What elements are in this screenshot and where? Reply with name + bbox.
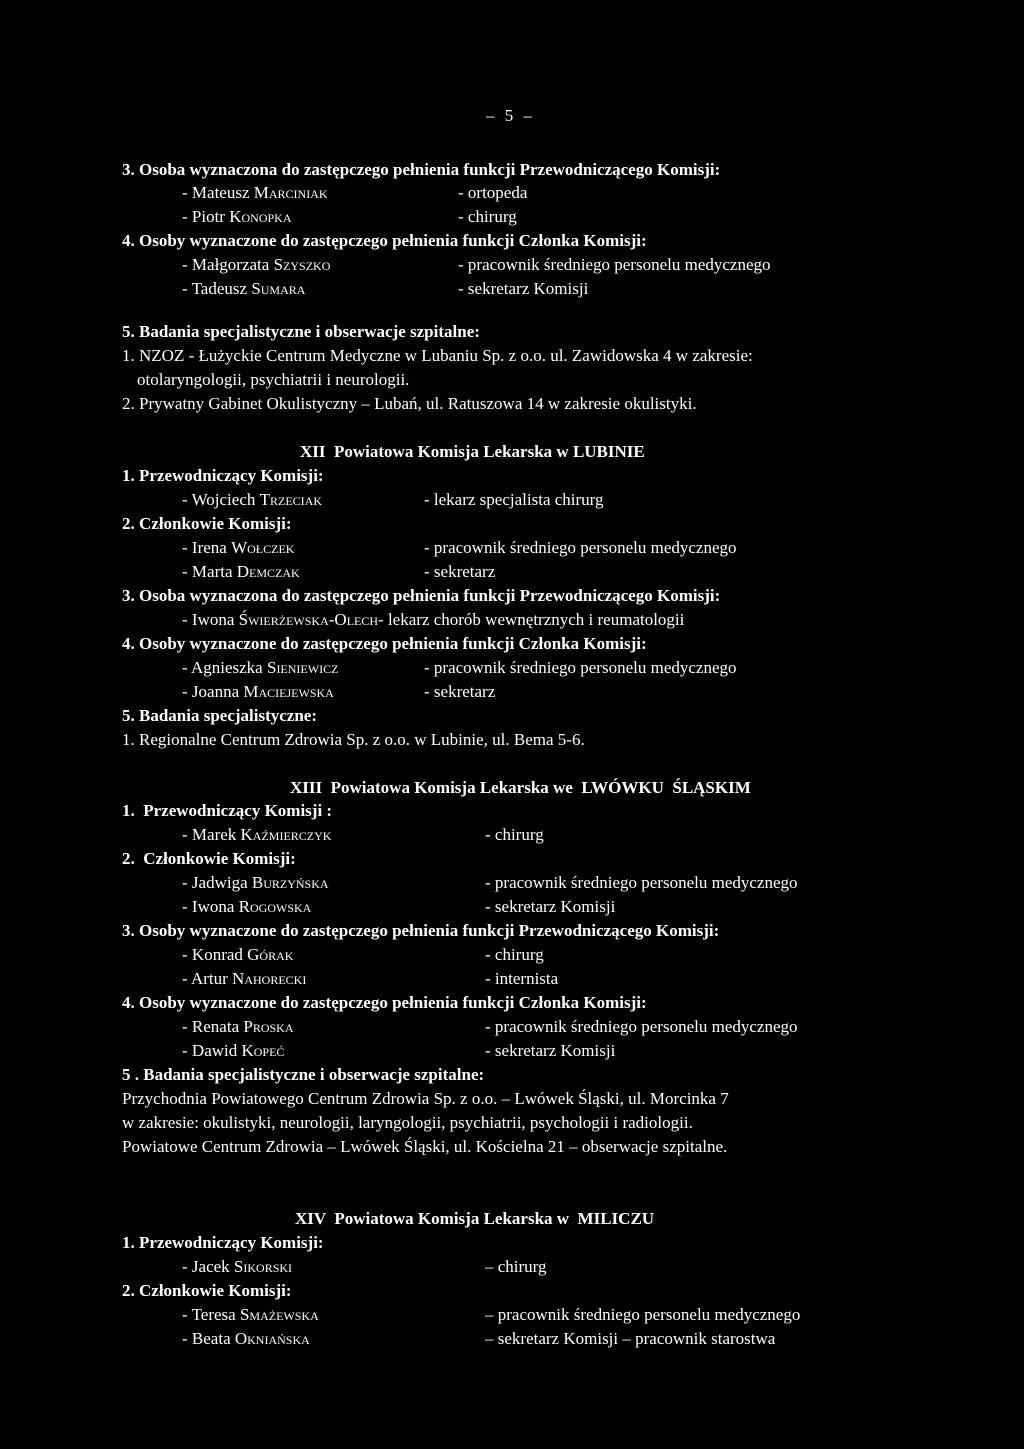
list-item: 1. NZOZ - Łużyckie Centrum Medyczne w Lubaniu Sp. z o.o. ul. Zawidowska 4 w zakresie: (122, 346, 753, 365)
person-line: - Teresa Smażewska (182, 1305, 319, 1324)
list-item: w zakresie: okulistyki, neurologii, laryngologii, psychiatrii, psychologii i radiologii. (122, 1113, 693, 1132)
person-role: – chirurg (485, 1257, 547, 1276)
person-line: - Renata Proska (182, 1017, 294, 1036)
heading-1: 1. Przewodniczący Komisji: (122, 466, 324, 485)
heading-5: 5. Badania specjalistyczne i obserwacje szpitalne: (122, 322, 480, 341)
person-line: - Marta Demczak (182, 562, 300, 581)
person-line: - Iwona Świerżewska-Olech- lekarz chorób wewnętrznych i reumatologii (182, 610, 685, 629)
heading-5: 5 . Badania specjalistyczne i obserwacje szpitalne: (122, 1065, 485, 1084)
person-role: - pracownik średniego personelu medycznego (458, 255, 771, 274)
person-line: - Wojciech Trzeciak (182, 490, 323, 509)
person-line: - Beata Okniańska (182, 1329, 310, 1348)
section-title: XII Powiatowa Komisja Lekarska w LUBINIE (300, 442, 645, 461)
person-role: - sekretarz Komisji (458, 279, 589, 298)
person-line: - Piotr Konopka (182, 207, 292, 226)
heading-3: 3. Osoba wyznaczona do zastępczego pełnienia funkcji Przewodniczącego Komisji: (122, 586, 721, 605)
person-line: - Jacek Sikorski (182, 1257, 293, 1276)
person-role: – sekretarz Komisji – pracownik starostwa (485, 1329, 776, 1348)
heading-3: 3. Osoby wyznaczone do zastępczego pełnienia funkcji Przewodniczącego Komisji: (122, 921, 720, 940)
section-title: XIII Powiatowa Komisja Lekarska we LWÓWKU ŚLĄSKIM (290, 778, 751, 797)
person-role: - pracownik średniego personelu medycznego (424, 538, 737, 557)
list-item: otolaryngologii, psychiatrii i neurologii. (137, 370, 410, 389)
person-line: - Marek Kaźmierczyk (182, 825, 332, 844)
person-role: – pracownik średniego personelu medycznego (485, 1305, 801, 1324)
person-line: - Agnieszka Sieniewicz (182, 658, 339, 677)
person-role: - pracownik średniego personelu medycznego (485, 873, 798, 892)
person-role: - sekretarz (424, 682, 496, 701)
person-role: - sekretarz (424, 562, 496, 581)
heading-2: 2. Członkowie Komisji: (122, 1281, 292, 1300)
person-role: - pracownik średniego personelu medycznego (424, 658, 737, 677)
person-line: - Tadeusz Sumara (182, 279, 306, 298)
person-line: - Irena Wołczek (182, 538, 295, 557)
person-role: - chirurg (485, 945, 544, 964)
heading-4: 4. Osoby wyznaczone do zastępczego pełnienia funkcji Członka Komisji: (122, 231, 647, 250)
person-role: - pracownik średniego personelu medycznego (485, 1017, 798, 1036)
person-line: - Dawid Kopeć (182, 1041, 285, 1060)
person-line: - Jadwiga Burzyńska (182, 873, 329, 892)
heading-4: 4. Osoby wyznaczone do zastępczego pełnienia funkcji Członka Komisji: (122, 634, 647, 653)
person-line: - Artur Nahorecki (182, 969, 307, 988)
person-line: - Mateusz Marciniak (182, 183, 328, 202)
list-item: 2. Prywatny Gabinet Okulistyczny – Lubań, ul. Ratuszowa 14 w zakresie okulistyki. (122, 394, 697, 413)
heading-1: 1. Przewodniczący Komisji: (122, 1233, 324, 1252)
person-line: - Małgorzata Szyszko (182, 255, 331, 274)
heading-2: 2. Członkowie Komisji: (122, 514, 292, 533)
person-role: - lekarz specjalista chirurg (424, 490, 604, 509)
person-role: - internista (485, 969, 559, 988)
section-title: XIV Powiatowa Komisja Lekarska w MILICZU (295, 1209, 655, 1228)
person-line: - Iwona Rogowska (182, 897, 312, 916)
heading-3: 3. Osoba wyznaczona do zastępczego pełnienia funkcji Przewodniczącego Komisji: (122, 160, 721, 179)
heading-4: 4. Osoby wyznaczone do zastępczego pełnienia funkcji Członka Komisji: (122, 993, 647, 1012)
heading-1: 1. Przewodniczący Komisji : (122, 801, 333, 820)
list-item: Powiatowe Centrum Zdrowia – Lwówek Śląski, ul. Kościelna 21 – obserwacje szpitalne. (122, 1137, 728, 1156)
person-role: - sekretarz Komisji (485, 897, 616, 916)
list-item: 1. Regionalne Centrum Zdrowia Sp. z o.o. w Lubinie, ul. Bema 5-6. (122, 730, 585, 749)
person-line: - Joanna Maciejewska (182, 682, 334, 701)
person-line: - Konrad Górak (182, 945, 294, 964)
person-role: - ortopeda (458, 183, 528, 202)
person-role: - sekretarz Komisji (485, 1041, 616, 1060)
list-item: Przychodnia Powiatowego Centrum Zdrowia Sp. z o.o. – Lwówek Śląski, ul. Morcinka 7 (122, 1089, 729, 1108)
page-number: – 5 – (486, 106, 535, 125)
heading-2: 2. Członkowie Komisji: (122, 849, 296, 868)
heading-5: 5. Badania specjalistyczne: (122, 706, 318, 725)
person-role: - chirurg (458, 207, 517, 226)
person-role: - chirurg (485, 825, 544, 844)
